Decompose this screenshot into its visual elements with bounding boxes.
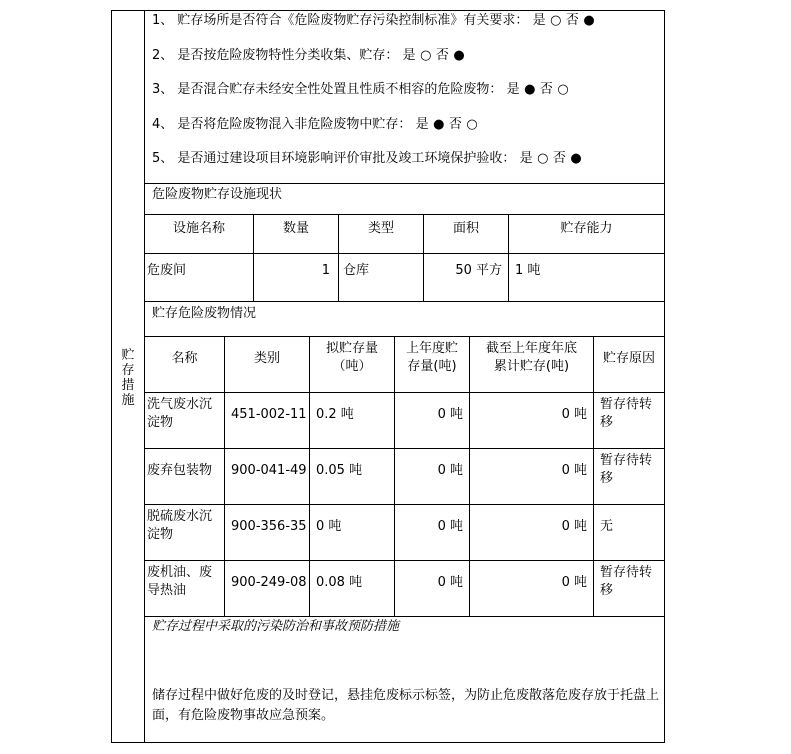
yes-label: 是 (519, 151, 533, 166)
facility-header-count: 数量 (282, 221, 309, 236)
border-bottom (111, 742, 665, 743)
waste-row-name: 废弃包装物 (147, 463, 213, 478)
waste-header-planned (310, 340, 394, 376)
question-item (152, 12, 595, 30)
border-top (111, 10, 665, 11)
no-label: 否 (565, 13, 579, 28)
waste-section-title: 贮存危险废物情况 (152, 306, 257, 321)
waste-header-cum-l1: 截至上年度年底 (485, 341, 577, 356)
divider-facility-title (144, 214, 665, 215)
question-text: 是否按危险废物特性分类收集、贮存： (177, 48, 399, 63)
question-number: 4、 (152, 117, 174, 132)
waste-row-category: 900-356-35 (231, 519, 307, 534)
border-right (664, 10, 665, 743)
waste-row-last: 0 吨 (437, 575, 463, 590)
waste-row-cumulative: 0 吨 (561, 463, 587, 478)
facility-count: 1 (321, 263, 330, 278)
yes-label: 是 (415, 117, 429, 132)
waste-row-category: 900-249-08 (231, 575, 307, 590)
waste-header-name: 名称 (171, 351, 198, 366)
divider-facility-header (144, 253, 665, 254)
facility-section-title: 危险废物贮存设施现状 (152, 187, 283, 202)
no-radio-icon[interactable]: ● (453, 48, 465, 63)
facility-header-name: 设施名称 (172, 221, 225, 236)
waste-row-cumulative: 0 吨 (561, 575, 587, 590)
question-item (152, 81, 569, 99)
divider-waste-row4 (144, 616, 665, 617)
waste-row-category: 900-041-49 (231, 463, 307, 478)
question-number: 1、 (152, 13, 174, 28)
no-radio-icon[interactable]: ● (583, 13, 595, 28)
yes-label: 是 (506, 82, 520, 97)
waste-row-name: 洗气废水沉 淀物 (147, 397, 213, 430)
section-label: 贮 存 措 施 (121, 348, 135, 408)
divider-waste-row3 (144, 560, 665, 561)
waste-row-planned: 0.05 吨 (316, 463, 363, 478)
question-number: 2、 (152, 48, 174, 63)
waste-row-cumulative: 0 吨 (561, 519, 587, 534)
waste-col-divider (593, 336, 594, 617)
facility-header-capacity: 贮存能力 (560, 221, 613, 236)
question-text: 贮存场所是否符合《危险废物贮存污染控制标准》有关要求： (177, 13, 529, 28)
waste-header-cum-l2: 累计贮存(吨) (493, 359, 570, 374)
waste-row-planned: 0.08 吨 (316, 575, 363, 590)
waste-header-last (395, 340, 469, 376)
waste-col-divider (224, 336, 225, 617)
divider-questions (144, 183, 665, 184)
no-radio-icon[interactable]: ● (570, 151, 582, 166)
no-label: 否 (552, 151, 566, 166)
waste-row-reason: 无 (600, 519, 614, 534)
question-number: 5、 (152, 151, 174, 166)
measures-title: 贮存过程中采取的污染防治和事故预防措施 (152, 619, 400, 634)
facility-type: 仓库 (343, 263, 370, 278)
no-radio-icon[interactable]: ○ (557, 82, 569, 97)
waste-row-cumulative: 0 吨 (561, 407, 587, 422)
waste-row-reason: 暂存待转 移 (600, 397, 653, 430)
waste-row-last: 0 吨 (437, 463, 463, 478)
no-label: 否 (448, 117, 462, 132)
label-column-divider (144, 10, 145, 743)
waste-header-last-l2: 存量(吨) (407, 359, 457, 374)
measures-text: 储存过程中做好危废的及时登记，悬挂危废标示标签，为防止危废散落危废存放于托盘上面，有危险废物事故应急预案。 (152, 688, 660, 723)
facility-area: 50 平方 (455, 263, 502, 278)
facility-header-type: 类型 (367, 221, 394, 236)
waste-row-name: 废机油、废 导热油 (147, 565, 213, 598)
waste-header-planned-l2: （吨） (332, 359, 372, 374)
divider-waste-row1 (144, 448, 665, 449)
divider-waste-header (144, 392, 665, 393)
yes-label: 是 (532, 13, 546, 28)
waste-header-planned-l1: 拟贮存量 (325, 341, 378, 356)
divider-waste-row2 (144, 504, 665, 505)
yes-radio-icon[interactable]: ● (524, 82, 536, 97)
facility-capacity: 1 吨 (515, 263, 541, 278)
waste-col-divider (309, 336, 310, 617)
waste-row-planned: 0.2 吨 (316, 407, 354, 422)
divider-waste-title (144, 336, 665, 337)
no-radio-icon[interactable]: ○ (466, 117, 478, 132)
waste-header-reason: 贮存原因 (602, 351, 655, 366)
question-item (152, 116, 478, 134)
question-item (152, 150, 582, 168)
divider-facility-row (144, 301, 665, 302)
no-label: 否 (435, 48, 449, 63)
no-label: 否 (539, 82, 553, 97)
waste-row-last: 0 吨 (437, 519, 463, 534)
waste-row-category: 451-002-11 (231, 407, 307, 422)
yes-radio-icon[interactable]: ○ (537, 151, 549, 166)
waste-header-category: 类别 (253, 351, 280, 366)
waste-row-reason: 暂存待转 移 (600, 453, 653, 486)
question-text: 是否混合贮存未经安全性处置且性质不相容的危险废物： (177, 82, 503, 97)
question-text: 是否通过建设项目环境影响评价审批及竣工环境保护验收： (177, 151, 516, 166)
waste-row-planned: 0 吨 (316, 519, 342, 534)
question-item (152, 47, 465, 65)
facility-header-area: 面积 (452, 221, 479, 236)
waste-header-cumulative (470, 340, 593, 376)
yes-radio-icon[interactable]: ○ (550, 13, 562, 28)
border-left (111, 10, 112, 743)
waste-row-last: 0 吨 (437, 407, 463, 422)
waste-header-last-l1: 上年度贮 (405, 341, 458, 356)
facility-name: 危废间 (147, 263, 187, 278)
waste-row-reason: 暂存待转 移 (600, 565, 653, 598)
yes-radio-icon[interactable]: ○ (420, 48, 432, 63)
question-text: 是否将危险废物混入非危险废物中贮存： (177, 117, 412, 132)
waste-row-name: 脱硫废水沉 淀物 (147, 509, 213, 542)
question-number: 3、 (152, 82, 174, 97)
yes-radio-icon[interactable]: ● (433, 117, 445, 132)
yes-label: 是 (402, 48, 416, 63)
